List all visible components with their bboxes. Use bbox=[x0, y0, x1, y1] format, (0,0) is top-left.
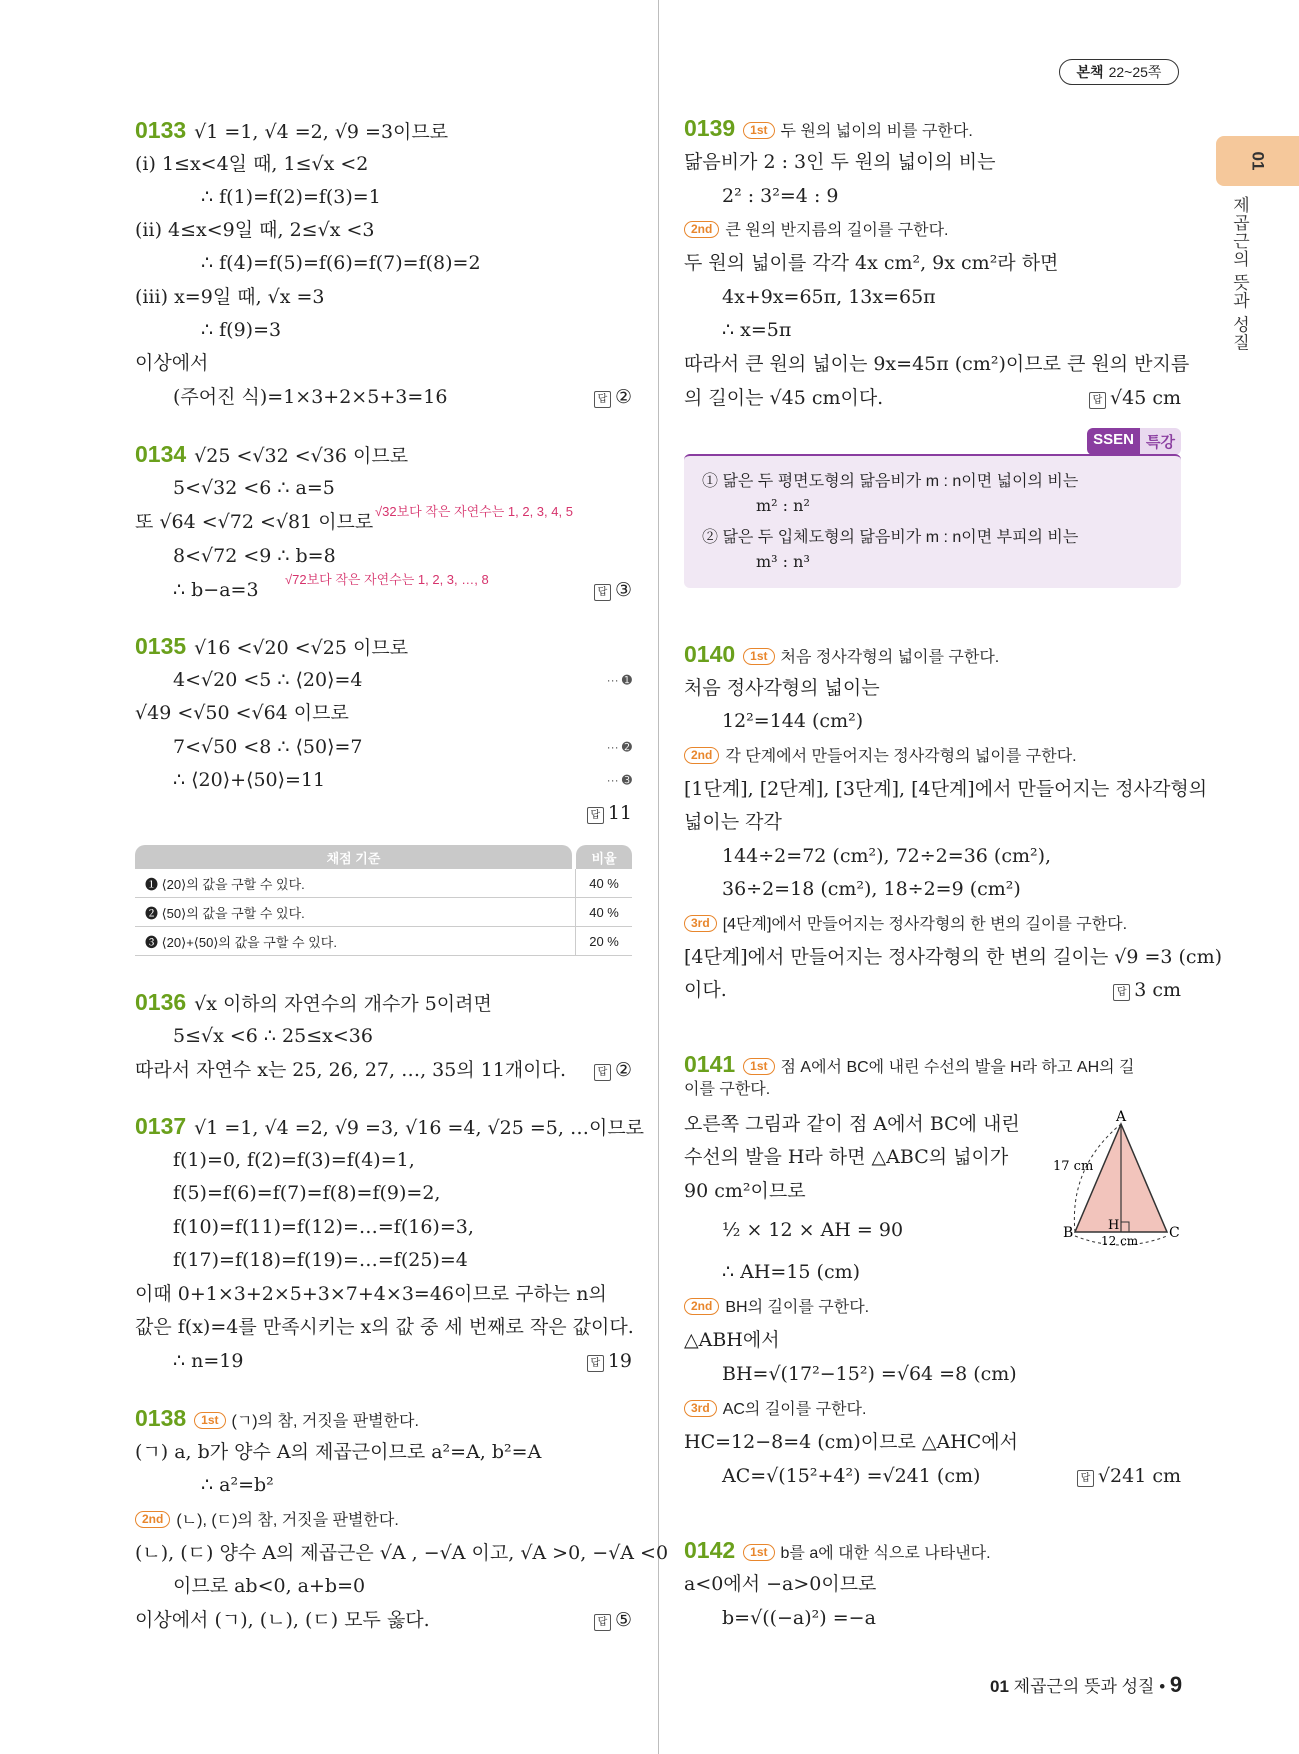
tip-line4: m³ : n³ bbox=[756, 552, 810, 571]
text: √x 이하의 자연수의 개수가 5이려면 bbox=[194, 993, 492, 1015]
label-base-12: 12 cm bbox=[1101, 1234, 1139, 1248]
answer-icon: 답 bbox=[1089, 392, 1106, 409]
problem-0141-step2 bbox=[684, 1294, 869, 1320]
problem-0133-line5: ∴ f(4)=f(5)=f(6)=f(7)=f(8)=2 bbox=[201, 252, 481, 274]
problem-number: 0139 bbox=[684, 115, 736, 141]
answer-value: 11 bbox=[607, 802, 632, 824]
problem-0138-line4: (ㄴ), (ㄷ) 양수 A의 제곱근은 √A , −√A 이고, √A >0, −√A <0 bbox=[135, 1542, 669, 1564]
problem-0141-line1 bbox=[684, 1052, 1135, 1080]
problem-number: 0133 bbox=[135, 117, 187, 143]
ssen-label: SSEN bbox=[1087, 428, 1140, 455]
pageref-label: 본책 bbox=[1076, 64, 1104, 80]
problem-0141-line10: AC=√(15²+4²) =√241 (cm) bbox=[722, 1465, 981, 1487]
problem-0137-line8: ∴ n=19 bbox=[173, 1350, 244, 1372]
problem-number: 0135 bbox=[135, 633, 187, 659]
step-badge: 2nd bbox=[684, 747, 719, 764]
step-hint: b를 a에 대한 식으로 나타낸다. bbox=[780, 1545, 991, 1562]
problem-0133-line6: (ⅲ) x=9일 때, √x =3 bbox=[135, 286, 325, 308]
problem-0141-line5: ½ × 12 × AH = 90 bbox=[722, 1219, 904, 1241]
answer-0134 bbox=[594, 578, 632, 602]
problem-0140-line8: [4단계]에서 만들어지는 정사각형의 한 변의 길이는 √9 =3 (cm) bbox=[684, 946, 1222, 968]
grading-ratio: 40 % bbox=[575, 898, 632, 926]
problem-0137-line7: 값은 f(x)=4를 만족시키는 x의 값 중 세 번째로 작은 값이다. bbox=[135, 1316, 634, 1338]
problem-0135-line3: √49 <√50 <√64 이므로 bbox=[135, 702, 349, 724]
step-hint: 처음 정사각형의 넓이를 구한다. bbox=[780, 649, 1000, 666]
answer-value: ③ bbox=[614, 579, 632, 601]
step-badge: 1st bbox=[743, 122, 774, 139]
problem-0142-line2: a<0에서 −a>0이므로 bbox=[684, 1573, 877, 1595]
label-side-17: 17 cm bbox=[1053, 1159, 1094, 1174]
step-hint-cont: 이를 구한다. bbox=[684, 1081, 771, 1098]
grading-header-criteria: 채점 기준 bbox=[135, 845, 572, 869]
mark-3: ··· ➌ bbox=[606, 773, 632, 787]
tip-line2: m² : n² bbox=[756, 496, 810, 515]
problem-0138-line3: ∴ a²=b² bbox=[201, 1474, 274, 1496]
problem-0142-line3: b=√((−a)²) =−a bbox=[722, 1607, 876, 1629]
problem-number: 0141 bbox=[684, 1051, 736, 1077]
text: √1 =1, √4 =2, √9 =3, √16 =4, √25 =5, …이므로 bbox=[194, 1117, 645, 1139]
problem-0137-line3: f(5)=f(6)=f(7)=f(8)=f(9)=2, bbox=[173, 1182, 441, 1204]
mark-1: ··· ➊ bbox=[606, 673, 632, 687]
problem-0139-line2: 닮음비가 2 : 3인 두 원의 넓이의 비는 bbox=[684, 151, 996, 173]
problem-0138-line5: 이므로 ab<0, a+b=0 bbox=[173, 1575, 366, 1597]
problem-0140-line3: 12²=144 (cm²) bbox=[722, 710, 864, 732]
answer-0141 bbox=[1077, 1464, 1181, 1488]
answer-icon: 답 bbox=[1077, 1470, 1094, 1487]
problem-0133-line9: (주어진 식)=1×3+2×5+3=16 bbox=[173, 386, 448, 408]
answer-value: 19 bbox=[607, 1350, 632, 1372]
ssen-tip-box bbox=[684, 428, 1181, 588]
step-hint: BH의 길이를 구한다. bbox=[725, 1299, 870, 1316]
ssen-tip-label bbox=[1087, 428, 1181, 455]
step-badge: 2nd bbox=[684, 1298, 719, 1315]
problem-0136-line1 bbox=[135, 990, 492, 1016]
problem-0139-line6: ∴ x=5π bbox=[722, 319, 792, 341]
answer-0140 bbox=[1113, 978, 1181, 1002]
text: √1 =1, √4 =2, √9 =3이므로 bbox=[194, 121, 449, 143]
answer-value: ② bbox=[614, 1059, 632, 1081]
grading-ratio: 20 % bbox=[575, 927, 632, 955]
problem-0140-step3 bbox=[684, 911, 1127, 937]
page-footer bbox=[990, 1672, 1182, 1698]
step-hint: (ㄴ), (ㄷ)의 참, 거짓을 판별한다. bbox=[176, 1512, 399, 1529]
note-0134-1: √32보다 작은 자연수는 1, 2, 3, 4, 5 bbox=[375, 504, 573, 519]
problem-0135-line4: 7<√50 <8 ∴ ⟨50⟩=7 bbox=[173, 736, 363, 758]
ssen-tip-body bbox=[684, 454, 1181, 588]
problem-number: 0142 bbox=[684, 1537, 736, 1563]
problem-0138-line2: (ㄱ) a, b가 양수 A의 제곱근이므로 a²=A, b²=A bbox=[135, 1441, 542, 1463]
answer-icon: 답 bbox=[587, 807, 604, 824]
problem-0139-step2 bbox=[684, 217, 949, 243]
grading-row bbox=[135, 927, 632, 956]
answer-icon: 답 bbox=[594, 391, 611, 408]
problem-number: 0140 bbox=[684, 641, 736, 667]
answer-icon: 답 bbox=[594, 584, 611, 601]
problem-number: 0134 bbox=[135, 441, 187, 467]
problem-0140-line2: 처음 정사각형의 넓이는 bbox=[684, 677, 880, 699]
page-reference-badge bbox=[1059, 59, 1179, 85]
problem-0135-line1 bbox=[135, 634, 408, 660]
answer-value: √45 cm bbox=[1110, 387, 1181, 409]
step-hint: [4단계]에서 만들어지는 정사각형의 한 변의 길이를 구한다. bbox=[722, 916, 1128, 933]
problem-number: 0138 bbox=[135, 1405, 187, 1431]
problem-0133-line3: ∴ f(1)=f(2)=f(3)=1 bbox=[201, 186, 381, 208]
answer-0133 bbox=[594, 385, 632, 409]
grading-criteria: ➌ ⟨20⟩+⟨50⟩의 값을 구할 수 있다. bbox=[145, 934, 337, 950]
problem-0134-line2: 5<√32 <6 ∴ a=5 bbox=[173, 477, 335, 499]
step-hint: 각 단계에서 만들어지는 정사각형의 넓이를 구한다. bbox=[725, 748, 1077, 765]
problem-0140-line6: 144÷2=72 (cm²), 72÷2=36 (cm²), bbox=[722, 845, 1052, 867]
footer-sep: • bbox=[1159, 1677, 1166, 1696]
answer-icon: 답 bbox=[587, 1355, 604, 1372]
grading-criteria: ➋ ⟨50⟩의 값을 구할 수 있다. bbox=[145, 905, 305, 921]
problem-0133-line8: 이상에서 bbox=[135, 352, 209, 374]
problem-0140-line9: 이다. bbox=[684, 979, 727, 1001]
problem-0140-line1 bbox=[684, 642, 999, 670]
problem-number: 0137 bbox=[135, 1113, 187, 1139]
grading-header bbox=[135, 845, 632, 869]
text: √25 <√32 <√36 이므로 bbox=[194, 445, 409, 467]
chapter-tab-number: 01 bbox=[1248, 151, 1268, 171]
answer-0136 bbox=[594, 1058, 632, 1082]
chapter-side-title: 제곱근의 뜻과 성질 bbox=[1230, 196, 1249, 352]
answer-value: ② bbox=[614, 386, 632, 408]
problem-0142-line1 bbox=[684, 1538, 991, 1566]
step-badge: 1st bbox=[743, 648, 774, 665]
answer-value: ⑤ bbox=[614, 1609, 632, 1631]
step-hint: AC의 길이를 구한다. bbox=[722, 1401, 867, 1418]
problem-0134-line5: ∴ b−a=3 bbox=[173, 579, 259, 601]
problem-0138-line6: 이상에서 (ㄱ), (ㄴ), (ㄷ) 모두 옳다. bbox=[135, 1609, 430, 1631]
answer-icon: 답 bbox=[594, 1064, 611, 1081]
column-divider bbox=[658, 0, 659, 1754]
problem-0141-line6: ∴ AH=15 (cm) bbox=[722, 1261, 861, 1283]
problem-0140-step2 bbox=[684, 743, 1077, 769]
footer-title: 제곱근의 뜻과 성질 bbox=[1013, 1677, 1155, 1696]
problem-0139-line4: 두 원의 넓이를 각각 4x cm², 9x cm²라 하면 bbox=[684, 252, 1059, 274]
page-number: 9 bbox=[1169, 1672, 1183, 1697]
tip-line3: ② 닮은 두 입체도형의 닮음비가 m : n이면 부피의 비는 bbox=[702, 529, 1079, 546]
grading-row bbox=[135, 898, 632, 927]
problem-0139-line1 bbox=[684, 116, 973, 144]
problem-0141-line3: 수선의 발을 H라 하면 △ABC의 넓이가 bbox=[684, 1146, 1009, 1168]
problem-0133-line2: (ⅰ) 1≤x<4일 때, 1≤√x <2 bbox=[135, 153, 369, 175]
problem-0139-line5: 4x+9x=65π, 13x=65π bbox=[722, 286, 936, 308]
step-hint: (ㄱ)의 참, 거짓을 판별한다. bbox=[231, 1413, 419, 1430]
problem-0139-line7: 따라서 큰 원의 넓이는 9x=45π (cm²)이므로 큰 원의 반지름 bbox=[684, 353, 1190, 375]
step-hint: 두 원의 넓이의 비를 구한다. bbox=[780, 123, 973, 140]
text: √16 <√20 <√25 이므로 bbox=[194, 637, 409, 659]
problem-0135-line2: 4<√20 <5 ∴ ⟨20⟩=4 bbox=[173, 669, 363, 691]
problem-0139-line8: 의 길이는 √45 cm이다. bbox=[684, 387, 884, 409]
problem-0135-line5: ∴ ⟨20⟩+⟨50⟩=11 bbox=[173, 769, 326, 791]
problem-number: 0136 bbox=[135, 989, 187, 1015]
answer-value: √241 cm bbox=[1097, 1465, 1181, 1487]
grading-header-ratio: 비율 bbox=[576, 845, 632, 869]
problem-0133-line1 bbox=[135, 118, 448, 144]
step-badge: 1st bbox=[743, 1058, 774, 1075]
problem-0141-line9: HC=12−8=4 (cm)이므로 △AHC에서 bbox=[684, 1431, 1018, 1453]
problem-0136-line2: 5≤√x <6 ∴ 25≤x<36 bbox=[173, 1025, 373, 1047]
label-b: B bbox=[1063, 1225, 1074, 1241]
mark-2: ··· ➋ bbox=[606, 740, 632, 754]
problem-0141-step3 bbox=[684, 1396, 866, 1422]
problem-0137-line4: f(10)=f(11)=f(12)=…=f(16)=3, bbox=[173, 1216, 474, 1238]
note-0134-2: √72보다 작은 자연수는 1, 2, 3, …, 8 bbox=[285, 572, 489, 587]
problem-0138-step2 bbox=[135, 1507, 399, 1533]
label-a: A bbox=[1116, 1109, 1127, 1125]
step-badge: 1st bbox=[743, 1544, 774, 1561]
problem-0137-line5: f(17)=f(18)=f(19)=…=f(25)=4 bbox=[173, 1249, 468, 1271]
answer-0138 bbox=[594, 1608, 632, 1632]
step-hint: 점 A에서 BC에 내린 수선의 발을 H라 하고 AH의 길 bbox=[780, 1059, 1135, 1076]
problem-0133-line7: ∴ f(9)=3 bbox=[201, 319, 282, 341]
problem-0138-line1 bbox=[135, 1406, 419, 1434]
footer-chapter: 01 bbox=[990, 1677, 1009, 1696]
answer-0135 bbox=[587, 801, 632, 825]
answer-value: 3 cm bbox=[1134, 979, 1181, 1001]
problem-0140-line7: 36÷2=18 (cm²), 18÷2=9 (cm²) bbox=[722, 878, 1021, 900]
grading-row bbox=[135, 869, 632, 898]
answer-icon: 답 bbox=[1113, 984, 1130, 1001]
step-badge: 2nd bbox=[684, 221, 719, 238]
answer-0139 bbox=[1089, 386, 1181, 410]
step-badge: 3rd bbox=[684, 1400, 717, 1417]
step-badge: 2nd bbox=[135, 1511, 170, 1528]
grading-table bbox=[135, 845, 632, 956]
problem-0141-line4: 90 cm²이므로 bbox=[684, 1180, 806, 1202]
triangle-figure bbox=[1053, 1109, 1181, 1248]
answer-0137 bbox=[587, 1349, 632, 1373]
grading-ratio: 40 % bbox=[575, 869, 632, 897]
tip-label: 특강 bbox=[1140, 428, 1181, 455]
label-c: C bbox=[1169, 1225, 1180, 1241]
step-badge: 3rd bbox=[684, 915, 717, 932]
label-h: H bbox=[1108, 1218, 1120, 1233]
tip-line1: ① 닮은 두 평면도형의 닮음비가 m : n이면 넓이의 비는 bbox=[702, 473, 1079, 490]
problem-0141-line7: △ABH에서 bbox=[684, 1329, 780, 1351]
problem-0137-line6: 이때 0+1×3+2×5+3×7+4×3=46이므로 구하는 n의 bbox=[135, 1283, 607, 1305]
problem-0141-line8: BH=√(17²−15²) =√64 =8 (cm) bbox=[722, 1363, 1017, 1385]
grading-criteria: ➊ ⟨20⟩의 값을 구할 수 있다. bbox=[145, 876, 305, 892]
pageref-pages: 22~25쪽 bbox=[1108, 64, 1162, 80]
answer-icon: 답 bbox=[594, 1614, 611, 1631]
problem-0140-line5: 넓이는 각각 bbox=[684, 811, 782, 833]
problem-0134-line1 bbox=[135, 442, 408, 468]
problem-0137-line1 bbox=[135, 1114, 644, 1140]
problem-0140-line4: [1단계], [2단계], [3단계], [4단계]에서 만들어지는 정사각형의 bbox=[684, 778, 1208, 800]
problem-0133-line4: (ⅱ) 4≤x<9일 때, 2≤√x <3 bbox=[135, 219, 375, 241]
problem-0139-line3: 2² : 3²=4 : 9 bbox=[722, 185, 839, 207]
problem-0134-line4: 8<√72 <9 ∴ b=8 bbox=[173, 545, 336, 567]
chapter-tab bbox=[1216, 136, 1299, 186]
step-hint: 큰 원의 반지름의 길이를 구한다. bbox=[725, 222, 949, 239]
problem-0141-line2: 오른쪽 그림과 같이 점 A에서 BC에 내린 bbox=[684, 1113, 1020, 1135]
step-badge: 1st bbox=[194, 1412, 225, 1429]
problem-0137-line2: f(1)=0, f(2)=f(3)=f(4)=1, bbox=[173, 1149, 415, 1171]
problem-0136-line3: 따라서 자연수 x는 25, 26, 27, …, 35의 11개이다. bbox=[135, 1059, 567, 1081]
problem-0134-line3: 또 √64 <√72 <√81 이므로 bbox=[135, 511, 374, 533]
